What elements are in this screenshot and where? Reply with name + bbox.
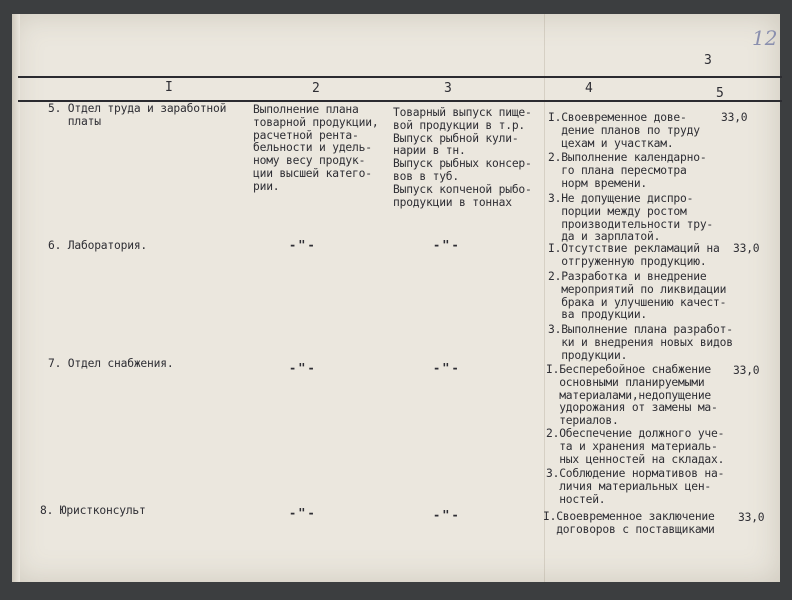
- column-header-5: 5: [716, 86, 724, 101]
- handwritten-page-number: 12: [752, 26, 778, 50]
- row-5-percent: 33,0: [721, 111, 748, 124]
- row-7-percent: 33,0: [733, 364, 760, 377]
- row-8-output-ditto: -"-: [433, 508, 461, 522]
- row-5-output: Товарный выпуск пище- вой продукции в т.р. Выпуск рыбной кули- нарии в тн. Выпуск рыбных консер- вов в туб. Выпуск копченой рыбо- продукции в тоннах: [393, 106, 532, 209]
- row-7-condition-1: I.Бесперебойное снабжение основными планируемыми материалами,недопущение удорожания от замены ма- териалов.: [546, 363, 718, 428]
- row-5-condition-3: 3.Не допущение диспро- порции между ростом производительности тру- да и зарплатой.: [548, 192, 714, 244]
- row-5-condition-1: I.Своевременное дове- дение планов по труду цехам и участкам.: [548, 111, 700, 150]
- row-5-department: 5. Отдел труда и заработной платы: [48, 102, 227, 128]
- row-5-condition-2: 2.Выполнение календарно- го плана пересмотра норм времени.: [548, 151, 707, 190]
- row-6-percent: 33,0: [733, 242, 760, 255]
- typed-page-number: 3: [704, 53, 712, 68]
- row-8-percent: 33,0: [738, 511, 765, 524]
- column-header-1: I: [165, 80, 173, 95]
- row-8-indicator-ditto: -"-: [289, 506, 317, 520]
- row-6-condition-3: 3.Выполнение плана разработ- ки и внедрения новых видов продукции.: [548, 323, 733, 362]
- row-6-output-ditto: -"-: [433, 238, 461, 252]
- row-6-condition-1: I.Отсутствие рекламаций на отгруженную продукцию.: [548, 242, 720, 268]
- header-top-rule: [18, 76, 782, 78]
- column-header-3: 3: [444, 81, 452, 96]
- row-6-department: 6. Лаборатория.: [48, 239, 148, 252]
- row-7-output-ditto: -"-: [433, 361, 461, 375]
- row-6-condition-2: 2.Разработка и внедрение мероприятий по ликвидации брака и улучшению качест- ва продукции.: [548, 270, 727, 322]
- row-8-condition-1: I.Своевременное заключение договоров с поставщиками: [543, 510, 715, 536]
- row-7-condition-3: 3.Соблюдение нормативов на- личия материальных цен- ностей.: [546, 467, 725, 506]
- row-5-indicator: Выполнение плана товарной продукции, расчетной рента- бельности и удель- ному весу продук- ции высшей катего- рии.: [253, 103, 379, 193]
- row-8-department: 8. Юристконсульт: [40, 504, 146, 517]
- row-6-indicator-ditto: -"-: [289, 238, 317, 252]
- row-7-department: 7. Отдел снабжения.: [48, 357, 174, 370]
- row-7-indicator-ditto: -"-: [289, 361, 317, 375]
- column-header-4: 4: [585, 81, 593, 96]
- row-7-condition-2: 2.Обеспечение должного уче- та и хранения материаль- ных ценностей на складах.: [546, 427, 725, 466]
- column-header-2: 2: [312, 81, 320, 96]
